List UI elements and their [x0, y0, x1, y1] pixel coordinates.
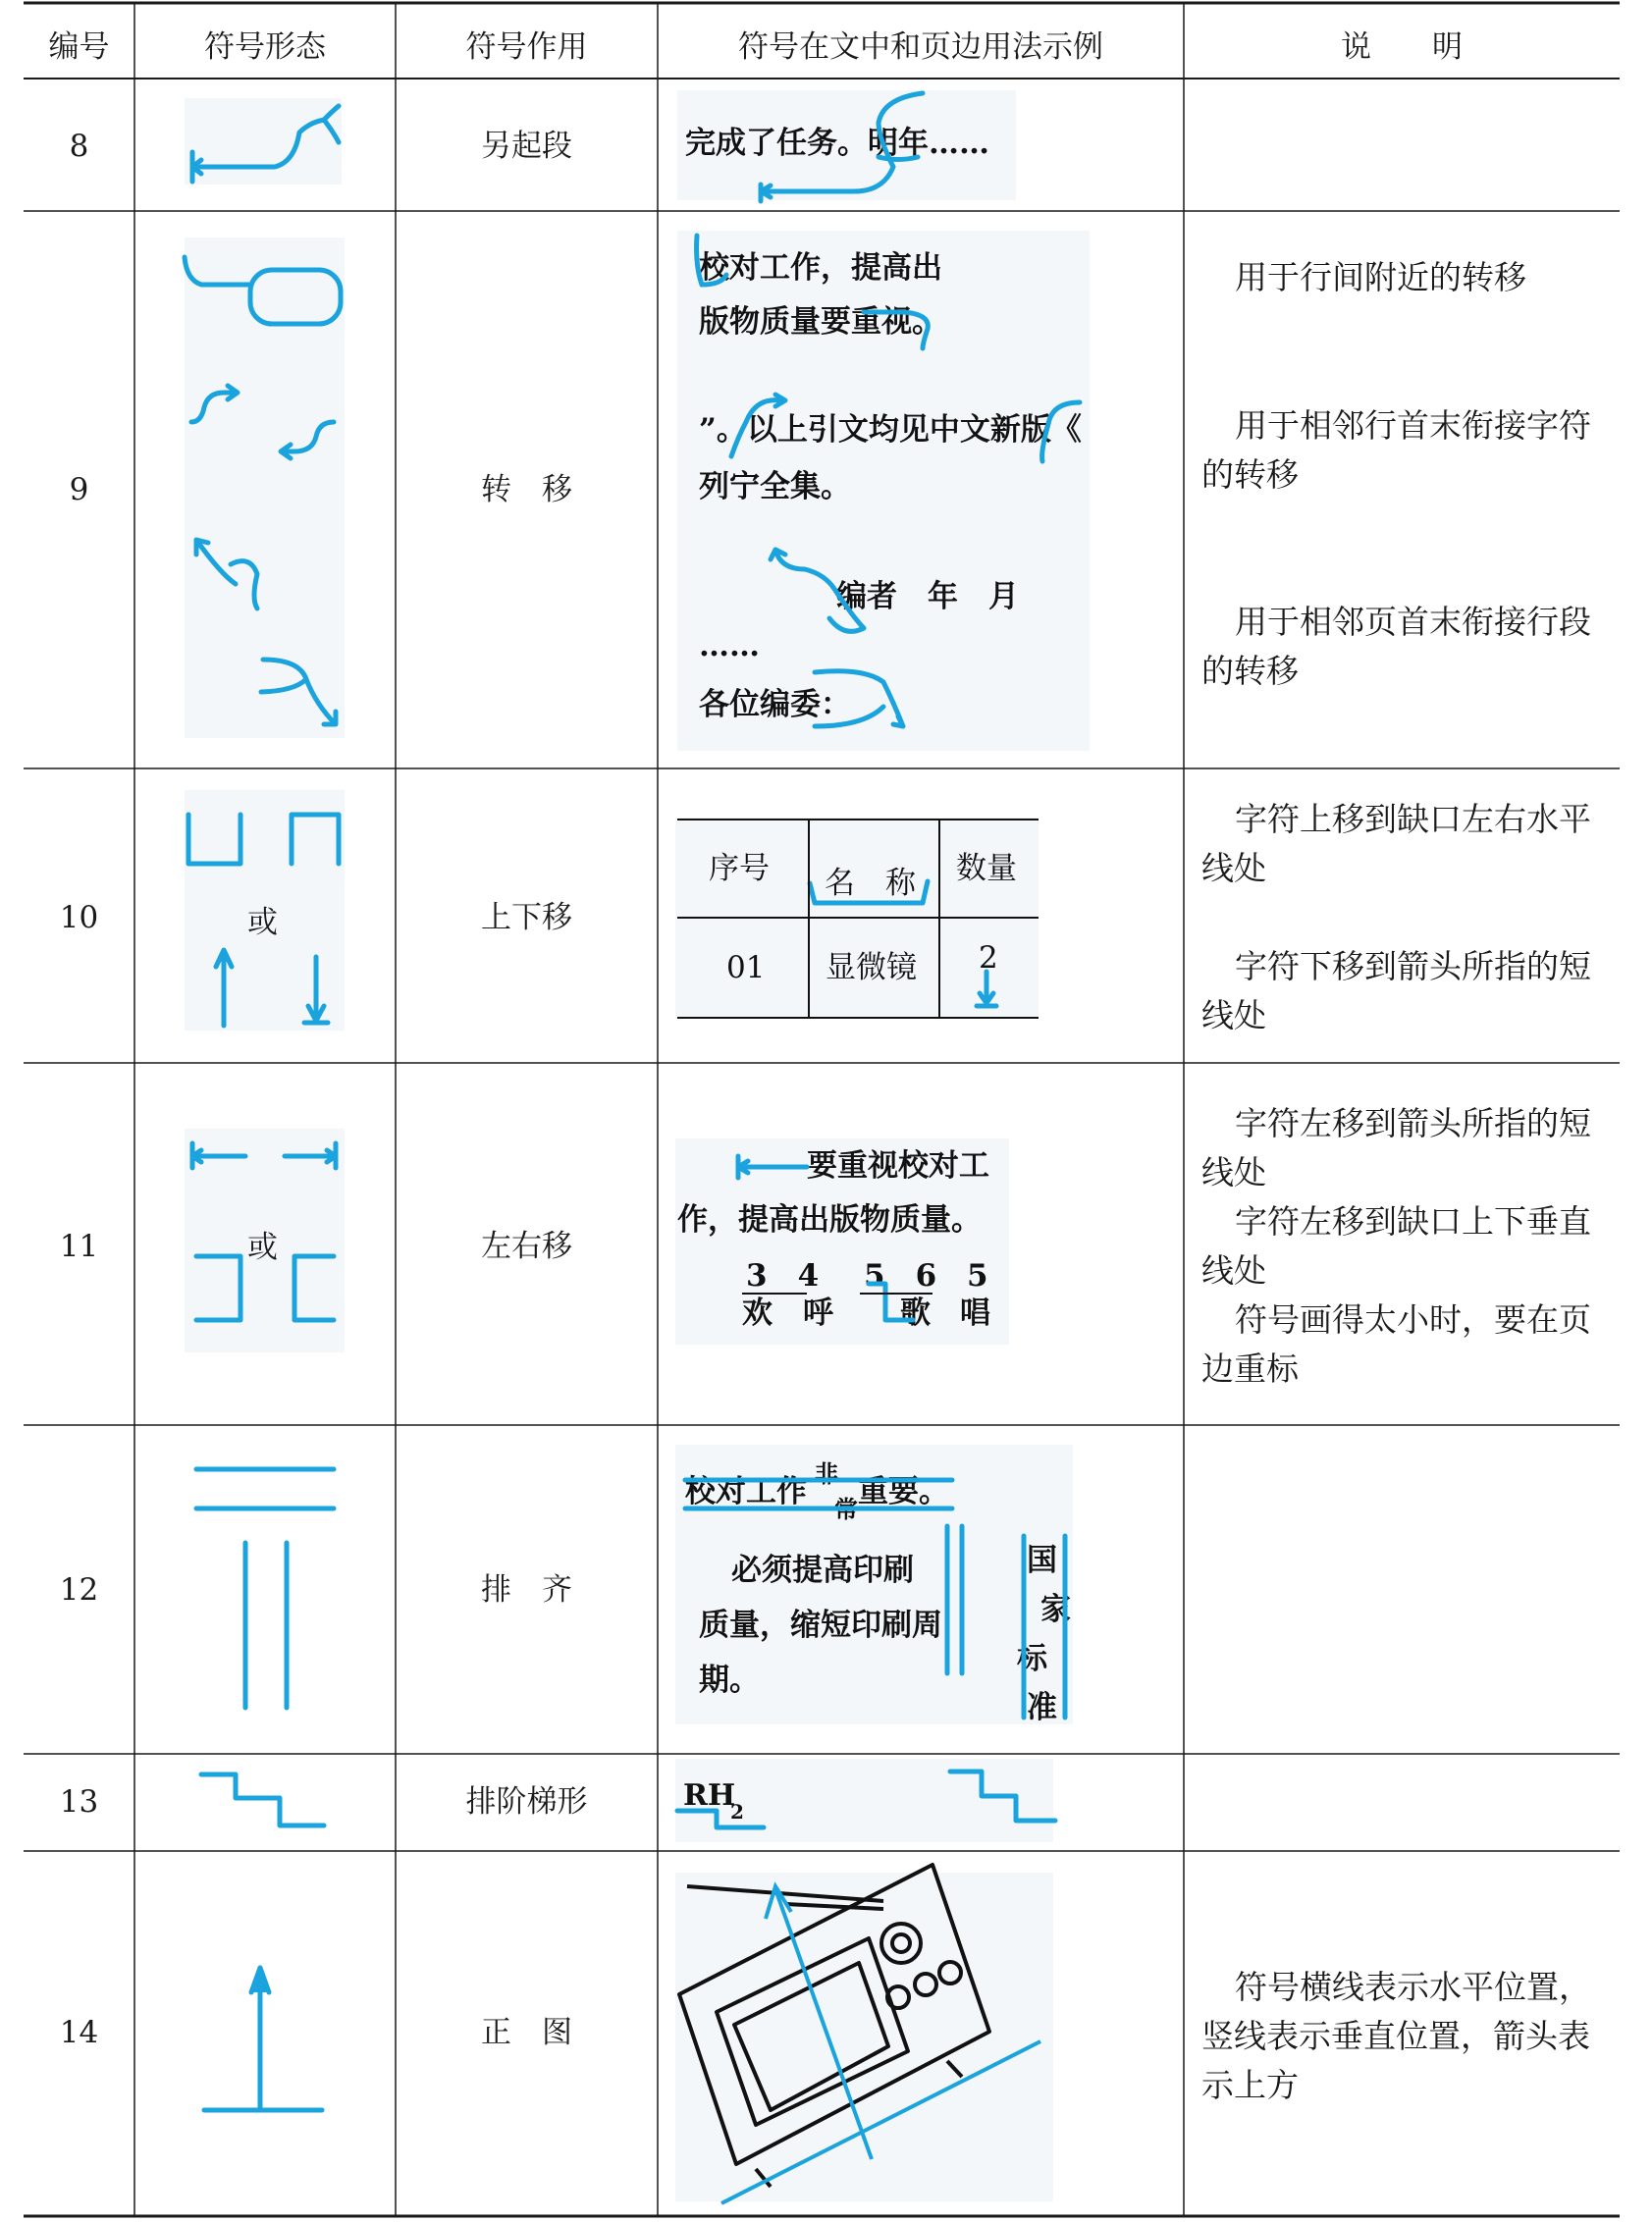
row-11-example-fraction-top: 3 4 [746, 1258, 820, 1294]
row-9-example-line-4: 列宁全集。 [699, 469, 851, 504]
row-10-ex-cell-2: 显微镜 [826, 950, 917, 985]
row-12-number: 12 [59, 1572, 99, 1608]
row-12-example-line-1a: 校对工作 [685, 1474, 807, 1509]
row-11-example-fraction2-top: 5 6 [864, 1258, 937, 1294]
row-11-symbol-or: 或 [247, 1230, 278, 1265]
row-11-example-line-2: 作，提高出版物质量。 [677, 1202, 982, 1238]
row-12-example-line-1b: 重要。 [858, 1474, 949, 1509]
new-paragraph-mark-icon [192, 106, 339, 182]
transfer-mark-icon [185, 257, 341, 724]
row-8-number: 8 [69, 129, 89, 164]
row-9-example-line-3: ”。以上引文均见中文新版《 [699, 412, 1082, 448]
row-8-function: 另起段 [481, 129, 572, 164]
row-10-ex-header-1: 序号 [709, 851, 770, 886]
row-10-ex-cell-1: 01 [726, 950, 766, 985]
row-9-number: 9 [69, 472, 89, 507]
row-11-example-marks [738, 1156, 913, 1320]
row-10-function: 上下移 [481, 900, 572, 935]
align-mark-icon [196, 1469, 334, 1708]
row-13-example-sub: 2 [730, 1800, 744, 1824]
row-10-ex-header-3: 数量 [956, 851, 1017, 886]
move-up-down-mark-icon [188, 815, 339, 1026]
row-12-example-fei: 非 [815, 1459, 838, 1488]
row-9-example-line-6: …… [699, 628, 760, 663]
row-9-note-2: 用于相邻行首末衔接字符的转移 [1201, 406, 1591, 494]
radio-illustration-icon [679, 1865, 1040, 2203]
row-12-example-marks [685, 1480, 1065, 1718]
row-14-number: 14 [59, 2015, 99, 2050]
row-12-example-vert-1: 国 [1027, 1543, 1057, 1578]
row-11-number: 11 [59, 1229, 99, 1264]
row-12-example-line-4: 期。 [699, 1663, 760, 1698]
step-mark-icon [201, 1774, 324, 1825]
row-11-example-song: 歌 [900, 1296, 931, 1331]
row-11-example-sing: 唱 [960, 1296, 990, 1331]
row-11-example-fraction-bottom: 欢 呼 [742, 1296, 833, 1331]
row-10-ex-header-2: 名 称 [825, 866, 916, 901]
row-13-function: 排阶梯形 [465, 1784, 588, 1820]
header-description: 说 明 [1341, 29, 1463, 65]
row-9-example-marks [697, 236, 1080, 726]
row-8-example-marks [761, 93, 923, 201]
row-14-function: 正 图 [481, 2015, 572, 2050]
upright-mark-icon [204, 1968, 322, 2110]
row-12-example-vert-4: 准 [1027, 1690, 1057, 1725]
row-10-note-1: 字符上移到缺口左右水平线处 [1201, 800, 1591, 887]
header-number: 编号 [48, 29, 110, 65]
row-9-example-line-7: 各位编委： [699, 687, 851, 722]
row-8-example-text: 完成了任务。明年…… [685, 126, 989, 161]
row-9-example-line-2: 版物质量要重视。 [699, 304, 942, 340]
row-12-example-line-3: 质量，缩短印刷周 [699, 1608, 942, 1643]
row-10-symbol-or: 或 [247, 905, 278, 940]
row-12-example-vert-3: 标 [1017, 1641, 1047, 1676]
row-13-example-marks [677, 1772, 1055, 1827]
row-13-number: 13 [59, 1784, 99, 1820]
row-9-function: 转 移 [481, 472, 572, 507]
row-9-note-3: 用于相邻页首末衔接行段的转移 [1201, 603, 1591, 690]
row-9-example-line-1: 校对工作，提高出 [699, 250, 942, 286]
row-10-number: 10 [59, 900, 99, 935]
row-11-note-2: 字符左移到缺口上下垂直线处 [1201, 1202, 1591, 1290]
row-12-example-line-2: 必须提高印刷 [731, 1553, 914, 1588]
row-10-note-2: 字符下移到箭头所指的短线处 [1201, 947, 1591, 1034]
row-11-example-line-1: 要重视校对工 [807, 1148, 989, 1184]
row-12-function: 排 齐 [481, 1572, 572, 1608]
row-11-note-1: 字符左移到箭头所指的短线处 [1201, 1104, 1591, 1191]
row-12-example-chang: 常 [834, 1495, 858, 1523]
row-11-function: 左右移 [481, 1229, 572, 1264]
header-symbol-function: 符号作用 [465, 29, 588, 65]
row-9-note-1: 用于行间附近的转移 [1235, 258, 1526, 296]
row-10-ex-cell-3: 2 [979, 940, 998, 976]
move-left-right-mark-icon [192, 1143, 336, 1320]
row-10-example-marks [810, 881, 996, 1006]
row-13-example-rh: RH [683, 1778, 736, 1813]
row-11-example-fraction3-top: 5 [967, 1258, 988, 1294]
header-usage-example: 符号在文中和页边用法示例 [738, 29, 1103, 65]
header-symbol-shape: 符号形态 [204, 29, 326, 65]
row-14-note-1: 符号横线表示水平位置，竖线表示垂直位置，箭头表示上方 [1201, 1968, 1591, 2104]
row-9-example-line-5: 编者 年 月 [836, 579, 1019, 614]
row-11-note-3: 符号画得太小时，要在页边重标 [1201, 1300, 1591, 1388]
row-12-example-vert-2: 家 [1040, 1592, 1071, 1627]
